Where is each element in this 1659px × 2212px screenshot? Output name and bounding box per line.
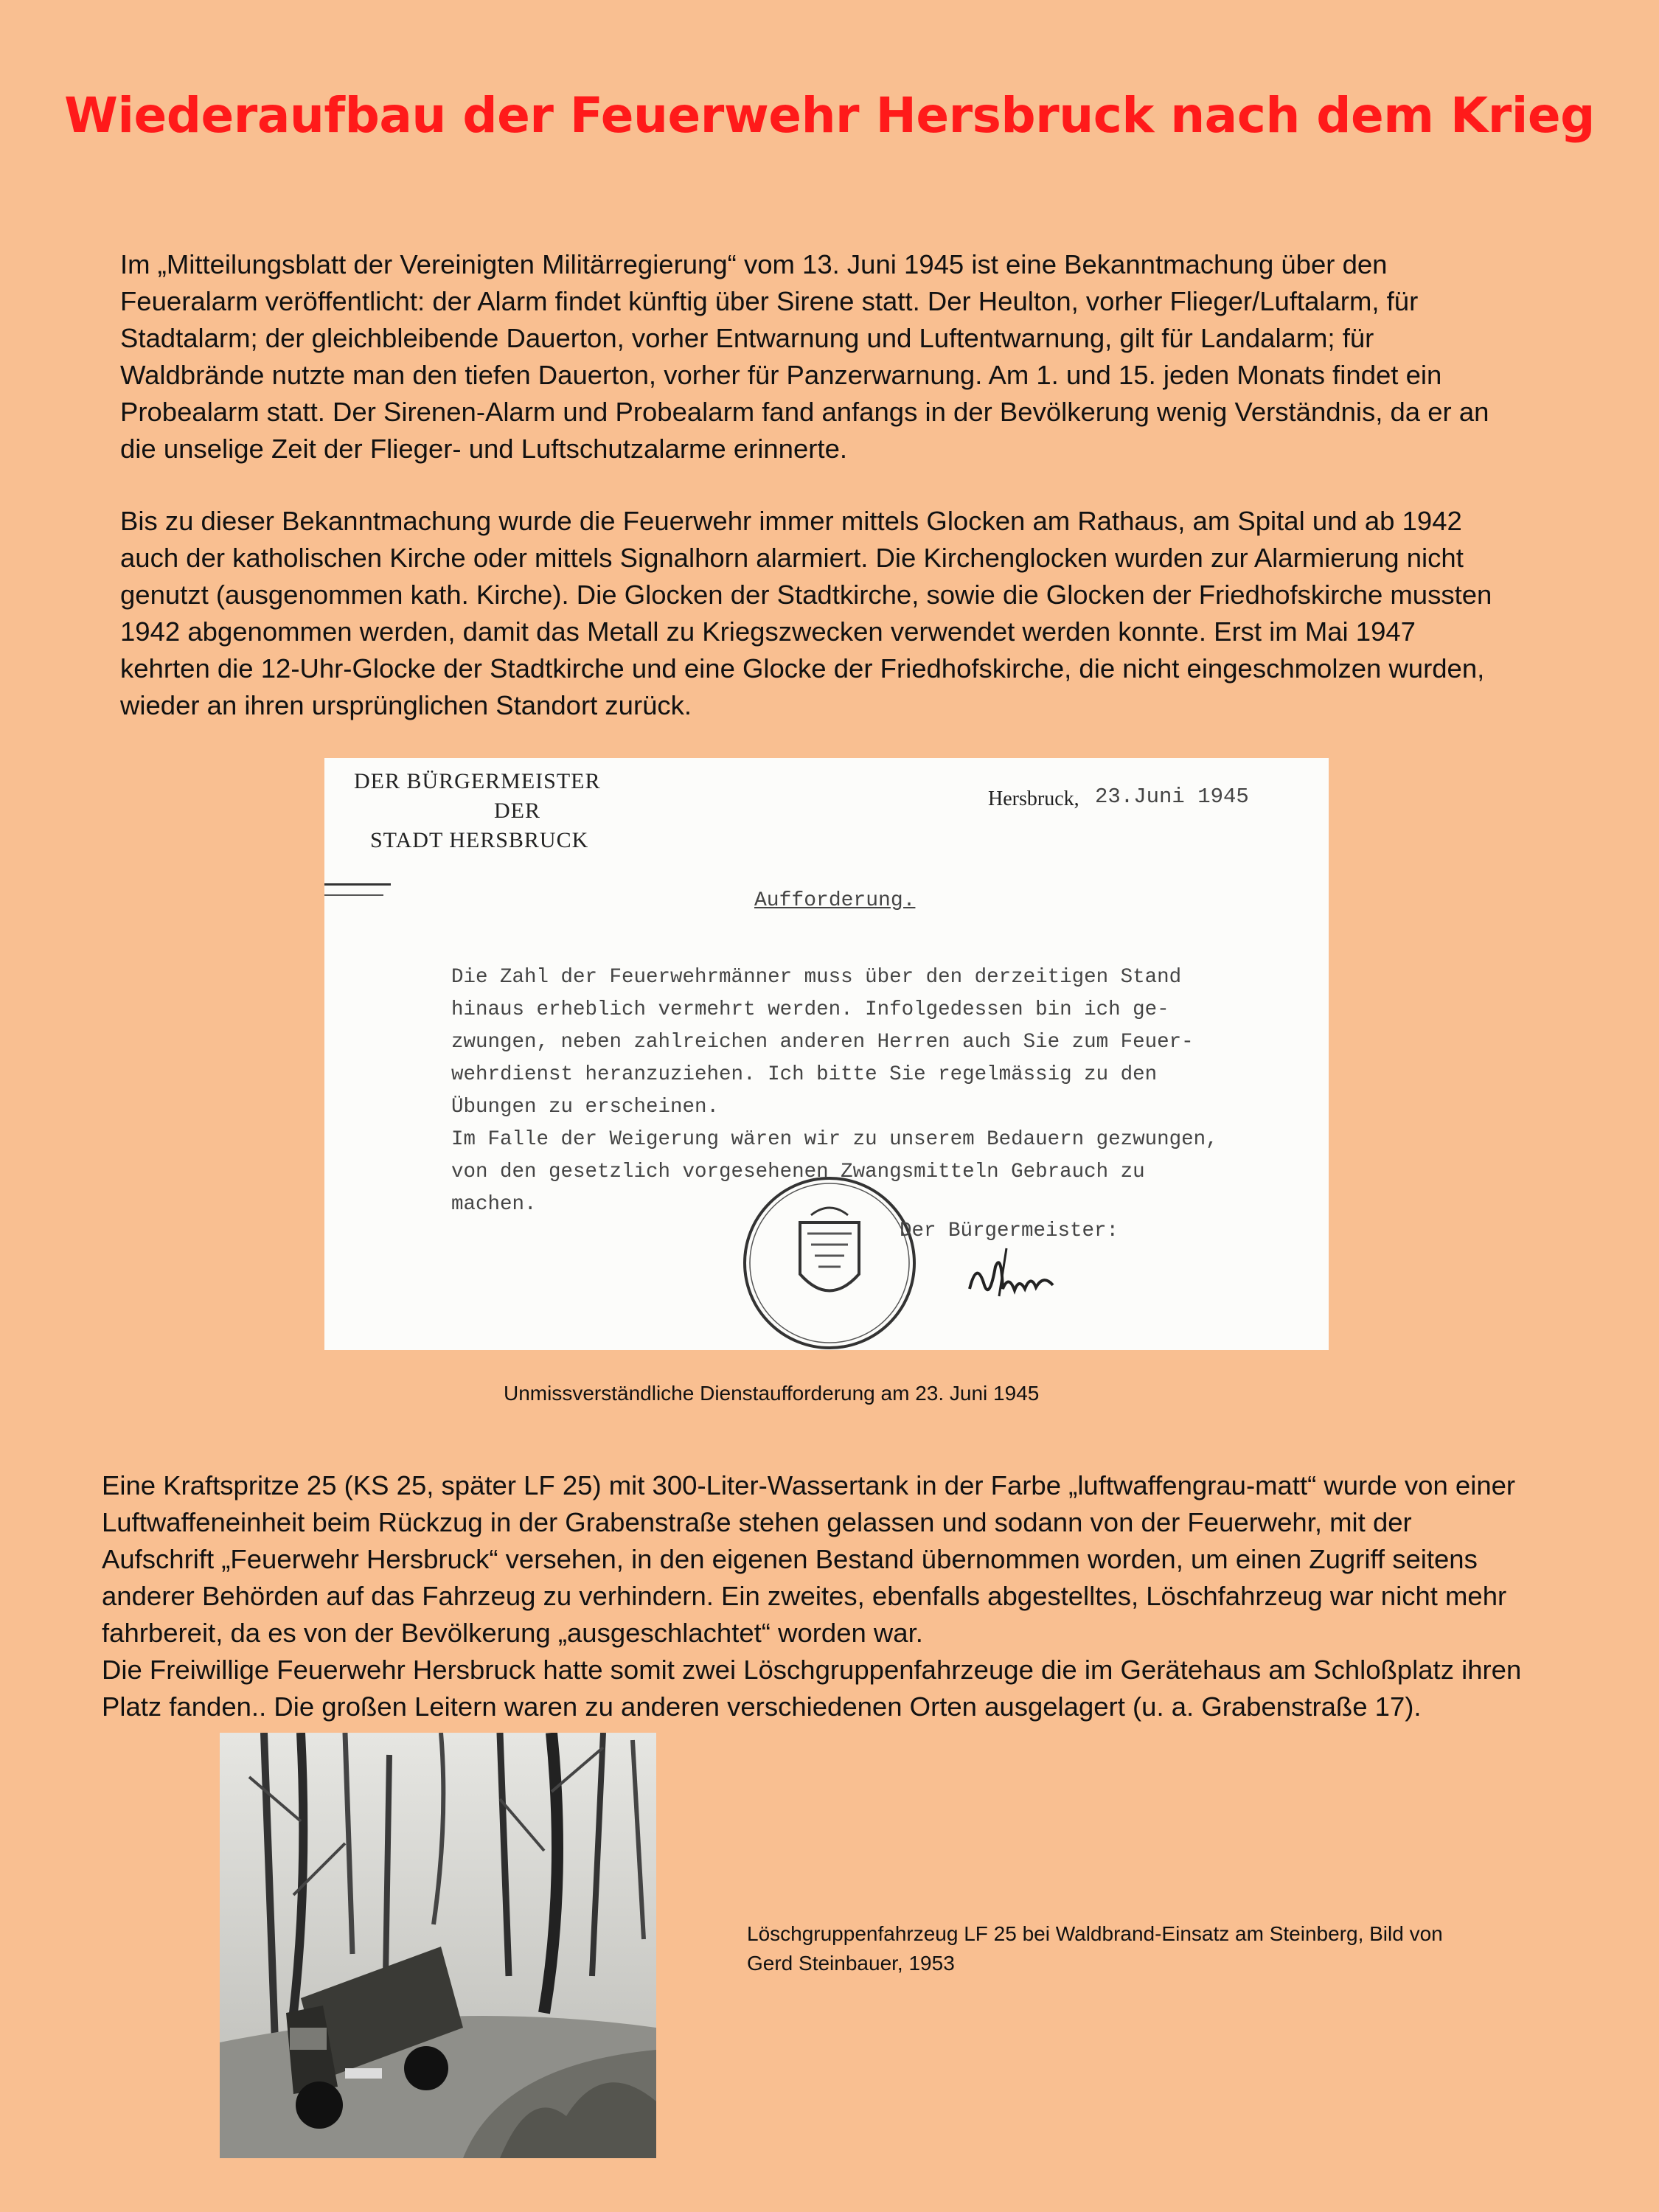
text-line: Platz fanden.. Die großen Leitern waren zu anderen verschiedenen Orten ausgelagert (u. a. Grabenstraße 17). bbox=[102, 1691, 1422, 1722]
text-line: auch der katholischen Kirche oder mittels Signalhorn alarmiert. Die Kirchenglocken wurden zur Alarmierung nicht bbox=[120, 543, 1464, 573]
text-line: wieder an ihren ursprünglichen Standort zurück. bbox=[120, 690, 692, 720]
handwritten-signature bbox=[966, 1245, 1062, 1311]
photo-caption bbox=[747, 1919, 1443, 1978]
text-line: Probealarm statt. Der Sirenen-Alarm und Probealarm fand anfangs in der Bevölkerung wenig Verständnis, da er an bbox=[120, 397, 1489, 427]
sender-line: DER bbox=[494, 799, 540, 823]
caption-line: Gerd Steinbauer, 1953 bbox=[747, 1952, 955, 1975]
text-line: 1942 abgenommen werden, damit das Metall zu Kriegszwecken verwendet werden konnte. Erst im Mai 1947 bbox=[120, 616, 1416, 647]
letter-sender bbox=[354, 767, 601, 855]
fire-truck-photo bbox=[220, 1733, 656, 2158]
divider bbox=[324, 883, 391, 886]
text-line: Bis zu dieser Bekanntmachung wurde die Feuerwehr immer mittels Glocken am Rathaus, am Spital und ab 1942 bbox=[120, 506, 1462, 536]
sender-line: DER BÜRGERMEISTER bbox=[354, 769, 601, 793]
letter-caption: Unmissverständliche Dienstaufforderung am 23. Juni 1945 bbox=[504, 1382, 1040, 1405]
letter-line: machen. bbox=[451, 1193, 537, 1216]
letter-image bbox=[324, 758, 1329, 1350]
photo-illustration bbox=[220, 1733, 656, 2158]
letter-heading: Aufforderung. bbox=[754, 889, 916, 912]
text-line: Waldbrände nutzte man den tiefen Dauerton, vorher für Panzerwarnung. Am 1. und 15. jeden Monats findet ein bbox=[120, 360, 1442, 390]
sender-line: STADT HERSBRUCK bbox=[370, 828, 589, 852]
text-line: Stadtalarm; der gleichbleibende Dauerton, vorher Entwarnung und Luftentwarnung, gilt für Landalarm; für bbox=[120, 323, 1374, 353]
vehicle-paragraph bbox=[102, 1467, 1635, 1652]
letter-line: von den gesetzlich vorgesehenen Zwangsmitteln Gebrauch zu bbox=[451, 1161, 1145, 1183]
letter-place: Hersbruck, bbox=[988, 787, 1079, 810]
text-line: Die Freiwillige Feuerwehr Hersbruck hatte somit zwei Löschgruppenfahrzeuge die im Gerätehaus am Schloßplatz ihren bbox=[102, 1655, 1522, 1685]
caption-line: Löschgruppenfahrzeug LF 25 bei Waldbrand-Einsatz am Steinberg, Bild von bbox=[747, 1922, 1443, 1945]
text-line: anderer Behörden auf das Fahrzeug zu verhindern. Ein zweites, ebenfalls abgestelltes, Löschfahrzeug war nicht mehr bbox=[102, 1581, 1507, 1611]
page-title: Wiederaufbau der Feuerwehr Hersbruck nach dem Krieg bbox=[64, 87, 1595, 144]
text-line: Aufschrift „Feuerwehr Hersbruck“ versehen, in den eigenen Bestand übernommen worden, um einen Zugriff seitens bbox=[102, 1544, 1478, 1574]
depot-paragraph bbox=[102, 1652, 1635, 1725]
letter-line: Die Zahl der Feuerwehrmänner muss über den derzeitigen Stand bbox=[451, 966, 1182, 989]
letter-line: Übungen zu erscheinen. bbox=[451, 1096, 720, 1119]
letter-signer: Der Bürgermeister: bbox=[900, 1220, 1119, 1242]
letter-line: hinaus erheblich vermehrt werden. Infolgedessen bin ich ge- bbox=[451, 998, 1169, 1021]
text-line: fahrbereit, da es von der Bevölkerung „ausgeschlachtet“ worden war. bbox=[102, 1618, 923, 1648]
text-line: Luftwaffeneinheit beim Rückzug in der Grabenstraße stehen gelassen und sodann von der Feuerwehr, mit der bbox=[102, 1507, 1412, 1537]
letter-line: wehrdienst heranzuziehen. Ich bitte Sie regelmässig zu den bbox=[451, 1063, 1158, 1086]
text-line: genutzt (ausgenommen kath. Kirche). Die Glocken der Stadtkirche, sowie die Glocken der Friedhofskirche mussten bbox=[120, 580, 1492, 610]
letter-date: 23.Juni 1945 bbox=[1095, 785, 1249, 809]
text-line: Eine Kraftspritze 25 (KS 25, später LF 25) mit 300-Liter-Wassertank in der Farbe „luftwaffengrau-matt“ wurde von einer bbox=[102, 1470, 1516, 1500]
letter-line: Im Falle der Weigerung wären wir zu unserem Bedauern gezwungen, bbox=[451, 1128, 1218, 1151]
divider bbox=[324, 894, 383, 896]
text-line: kehrten die 12-Uhr-Glocke der Stadtkirche und eine Glocke der Friedhofskirche, die nicht eingeschmolzen wurden, bbox=[120, 653, 1485, 684]
letter-line: zwungen, neben zahlreichen anderen Herren auch Sie zum Feuer- bbox=[451, 1031, 1194, 1054]
intro-paragraph bbox=[120, 246, 1565, 467]
text-line: die unselige Zeit der Flieger- und Luftschutzalarme erinnerte. bbox=[120, 434, 848, 464]
text-line: Im „Mitteilungsblatt der Vereinigten Militärregierung“ vom 13. Juni 1945 ist eine Bekanntmachung über den bbox=[120, 249, 1388, 279]
city-seal-stamp bbox=[737, 1171, 922, 1350]
bells-paragraph bbox=[120, 503, 1565, 724]
text-line: Feueralarm veröffentlicht: der Alarm findet künftig über Sirene statt. Der Heulton, vorher Flieger/Luftalarm, für bbox=[120, 286, 1419, 316]
